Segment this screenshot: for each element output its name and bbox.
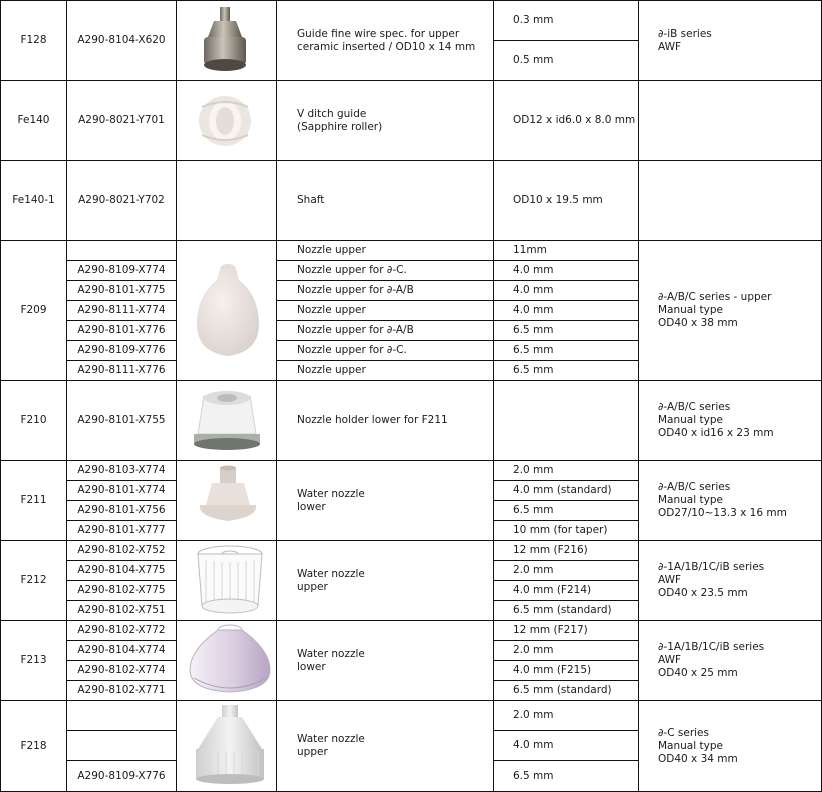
row-f210-part: A290-8101-X755 [66,380,177,461]
row-f212-size-3: 4.0 mm (F214) [493,580,639,601]
row-fe140-1-size: OD10 x 19.5 mm [493,160,639,241]
row-f211-part-2: A290-8101-X774 [66,480,177,501]
row-f211-part-3: A290-8101-X756 [66,500,177,521]
row-f209-size-4: 4.0 mm [493,300,639,321]
row-f209-part-3: A290-8101-X775 [66,280,177,301]
row-f212-part-1: A290-8102-X752 [66,540,177,561]
row-f209-size-6: 6.5 mm [493,340,639,361]
row-f211-part-4: A290-8101-X777 [66,520,177,541]
water-nozzle-lower-image [196,465,260,533]
row-f209-desc-3: Nozzle upper for ∂-A/B [276,280,494,301]
row-f213-size-3: 4.0 mm (F215) [493,660,639,681]
row-f209-part-5: A290-8101-X776 [66,320,177,341]
row-f213-part-3: A290-8102-X774 [66,660,177,681]
row-fe140-desc: V ditch guide (Sapphire roller) [276,80,494,161]
row-f211-note: ∂-A/B/C series Manual type OD27/10~13.3 x 16 mm [638,460,822,541]
row-fe140-1-no: Fe140-1 [0,160,67,241]
row-f212-desc: Water nozzle upper [276,540,494,621]
row-f128-size-1: 0.3 mm [493,0,639,41]
row-f213-part-2: A290-8104-X774 [66,640,177,661]
row-f128-desc: Guide fine wire spec. for upper ceramic inserted / OD10 x 14 mm [276,0,494,81]
row-f218-size-2: 4.0 mm [493,730,639,761]
row-f213-part-4: A290-8102-X771 [66,680,177,701]
row-f213-no: F213 [0,620,67,701]
row-f210-note: ∂-A/B/C series Manual type OD40 x id16 x 23 mm [638,380,822,461]
row-fe140-no: Fe140 [0,80,67,161]
row-fe140-1-desc: Shaft [276,160,494,241]
row-f213-size-1: 12 mm (F217) [493,620,639,641]
row-fe140-size: OD12 x id6.0 x 8.0 mm [493,80,639,161]
row-f210-no: F210 [0,380,67,461]
row-f211-size-2: 4.0 mm (standard) [493,480,639,501]
row-f213-size-4: 6.5 mm (standard) [493,680,639,701]
row-f209-desc-1: Nozzle upper [276,240,494,261]
row-f211-part-1: A290-8103-X774 [66,460,177,481]
row-fe140-note [638,80,822,161]
row-f213-desc: Water nozzle lower [276,620,494,701]
row-fe140-1-note [638,160,822,241]
row-f209-desc-2: Nozzle upper for ∂-C. [276,260,494,281]
row-f209-part-7: A290-8111-X776 [66,360,177,381]
row-f218-part-1 [66,700,177,731]
row-f218-part-2 [66,730,177,761]
row-f218-size-3: 6.5 mm [493,760,639,792]
row-fe140-1-image-cell [176,160,277,241]
row-f212-part-4: A290-8102-X751 [66,600,177,621]
row-f128-no: F128 [0,0,67,81]
row-f128-note: ∂-iB series AWF [638,0,822,81]
row-f128-part: A290-8104-X620 [66,0,177,81]
row-f210-size [493,380,639,461]
row-f209-size-3: 4.0 mm [493,280,639,301]
row-f212-part-3: A290-8102-X775 [66,580,177,601]
row-f212-size-2: 2.0 mm [493,560,639,581]
row-f209-size-1: 11mm [493,240,639,261]
row-f212-no: F212 [0,540,67,621]
row-f212-part-2: A290-8104-X775 [66,560,177,581]
row-f212-size-4: 6.5 mm (standard) [493,600,639,621]
row-f213-note: ∂-1A/1B/1C/iB series AWF OD40 x 25 mm [638,620,822,701]
guide-nozzle-image [190,5,260,77]
row-f211-size-1: 2.0 mm [493,460,639,481]
water-nozzle-lower-awf-image [186,622,274,698]
row-f218-no: F218 [0,700,67,792]
row-f212-note: ∂-1A/1B/1C/iB series AWF OD40 x 23.5 mm [638,540,822,621]
row-f209-size-5: 6.5 mm [493,320,639,341]
row-f211-no: F211 [0,460,67,541]
row-f218-note: ∂-C series Manual type OD40 x 34 mm [638,700,822,792]
row-f209-part-2: A290-8109-X774 [66,260,177,281]
roller-image [194,92,256,150]
row-fe140-1-part: A290-8021-Y702 [66,160,177,241]
row-f218-size-1: 2.0 mm [493,700,639,731]
row-f209-desc-6: Nozzle upper for ∂-C. [276,340,494,361]
water-nozzle-c-image [190,703,270,789]
row-f211-desc: Water nozzle lower [276,460,494,541]
row-f211-size-3: 6.5 mm [493,500,639,521]
nozzle-holder-image [190,386,264,456]
water-nozzle-upper-image [190,544,270,620]
row-f218-part-3: A290-8109-X776 [66,760,177,792]
row-f209-desc-5: Nozzle upper for ∂-A/B [276,320,494,341]
row-f212-size-1: 12 mm (F216) [493,540,639,561]
row-f209-part-4: A290-8111-X774 [66,300,177,321]
row-f128-size-2: 0.5 mm [493,40,639,81]
row-f209-size-7: 6.5 mm [493,360,639,381]
row-fe140-part: A290-8021-Y701 [66,80,177,161]
row-f209-part-6: A290-8109-X776 [66,340,177,361]
row-f218-desc: Water nozzle upper [276,700,494,792]
row-f209-note: ∂-A/B/C series - upper Manual type OD40 x 38 mm [638,240,822,381]
row-f209-desc-7: Nozzle upper [276,360,494,381]
row-f211-size-4: 10 mm (for taper) [493,520,639,541]
nozzle-upper-image [195,262,261,362]
row-f210-desc: Nozzle holder lower for F211 [276,380,494,461]
row-f209-size-2: 4.0 mm [493,260,639,281]
row-f209-no: F209 [0,240,67,381]
row-f209-desc-4: Nozzle upper [276,300,494,321]
row-f213-size-2: 2.0 mm [493,640,639,661]
row-f209-part-1 [66,240,177,261]
row-f213-part-1: A290-8102-X772 [66,620,177,641]
